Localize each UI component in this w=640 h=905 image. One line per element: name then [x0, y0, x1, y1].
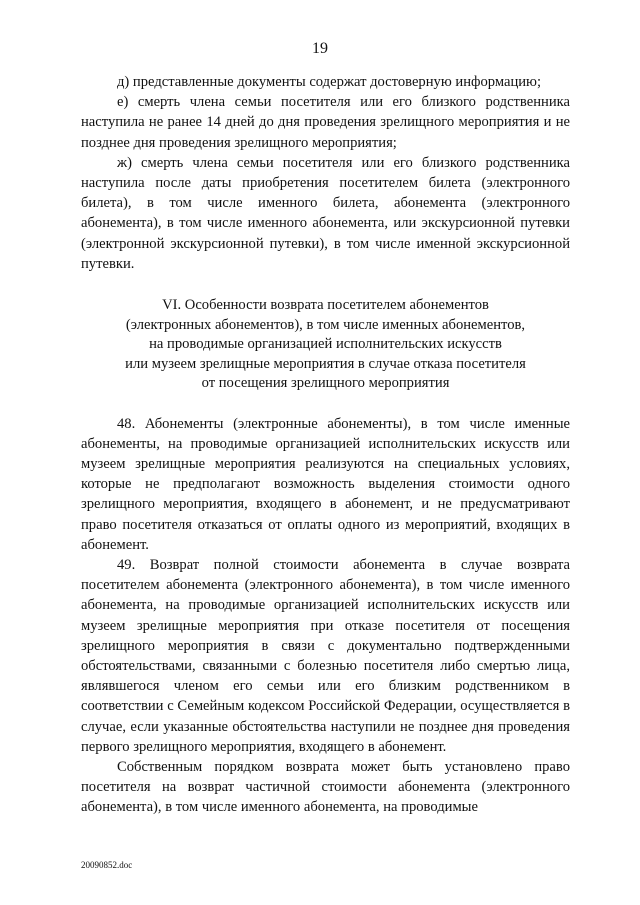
paragraph-item-zh: ж) смерть члена семьи посетителя или его близкого родственника наступила после даты приобретения посетителем билета (электронного билета), в том числе именного билета, абонемента (электронного абонемента), в том числе именного абонемента, или экскурсионной путевки (электронной экскурсионной путевки), в том числе именной экскурсионной путевки. — [81, 154, 570, 272]
document-body — [81, 72, 570, 818]
section-heading — [81, 296, 570, 394]
paragraph-item-e: е) смерть члена семьи посетителя или его близкого родственника наступила не ранее 14 дней до дня проведения зрелищного мероприятия и не позднее дня проведения зрелищного мероприятия; — [81, 94, 570, 151]
heading-line: VI. Особенности возврата посетителем абонементов — [162, 297, 489, 314]
heading-line: от посещения зрелищного мероприятия — [201, 375, 450, 392]
heading-line: на проводимые организацией исполнительских искусств — [149, 336, 502, 353]
footer-filename: 20090852.doc — [81, 860, 133, 870]
paragraph-own-procedure: Собственным порядком возврата может быть установлено право посетителя на возврат частичной стоимости абонемента (электронного абонемента), в том числе именного абонемента, на проводимые — [81, 758, 570, 816]
page-number: 19 — [312, 40, 328, 57]
heading-line: (электронных абонементов), в том числе именных абонементов, — [125, 316, 526, 333]
paragraph-49: 49. Возврат полной стоимости абонемента в случае возврата посетителем абонемента (электронного абонемента), в том числе именного абонемента, на проводимые организацией исполнительских искусств или музеем зрелищные мероприятия при отказе посетителя от посещения зрелищного мероприятия в связи с документально подтвержденными обстоятельствами, связанными с болезнью посетителя либо смертью лица, являвшегося членом его семьи или его близким родственником в соответствии с Семейным кодексом Российской Федерации, осуществляется в случае, если указанные обстоятельства наступили не позднее дня проведения первого зрелищного мероприятия, входящего в абонемент. — [81, 556, 570, 755]
heading-line: или музеем зрелищные мероприятия в случае отказа посетителя — [125, 355, 526, 372]
paragraph-item-d: д) представленные документы содержат достоверную информацию; — [117, 74, 542, 90]
paragraph-48: 48. Абонементы (электронные абонементы), в том числе именные абонементы, на проводимые организацией исполнительских искусств или музеем зрелищные мероприятия реализуются на специальных условиях, которые не предполагают возможность выделения стоимости одного зрелищного мероприятия, входящего в абонемент, и не предусматривают право посетителя отказаться от оплаты одного из мероприятий, входящих в абонемент. — [81, 415, 570, 553]
